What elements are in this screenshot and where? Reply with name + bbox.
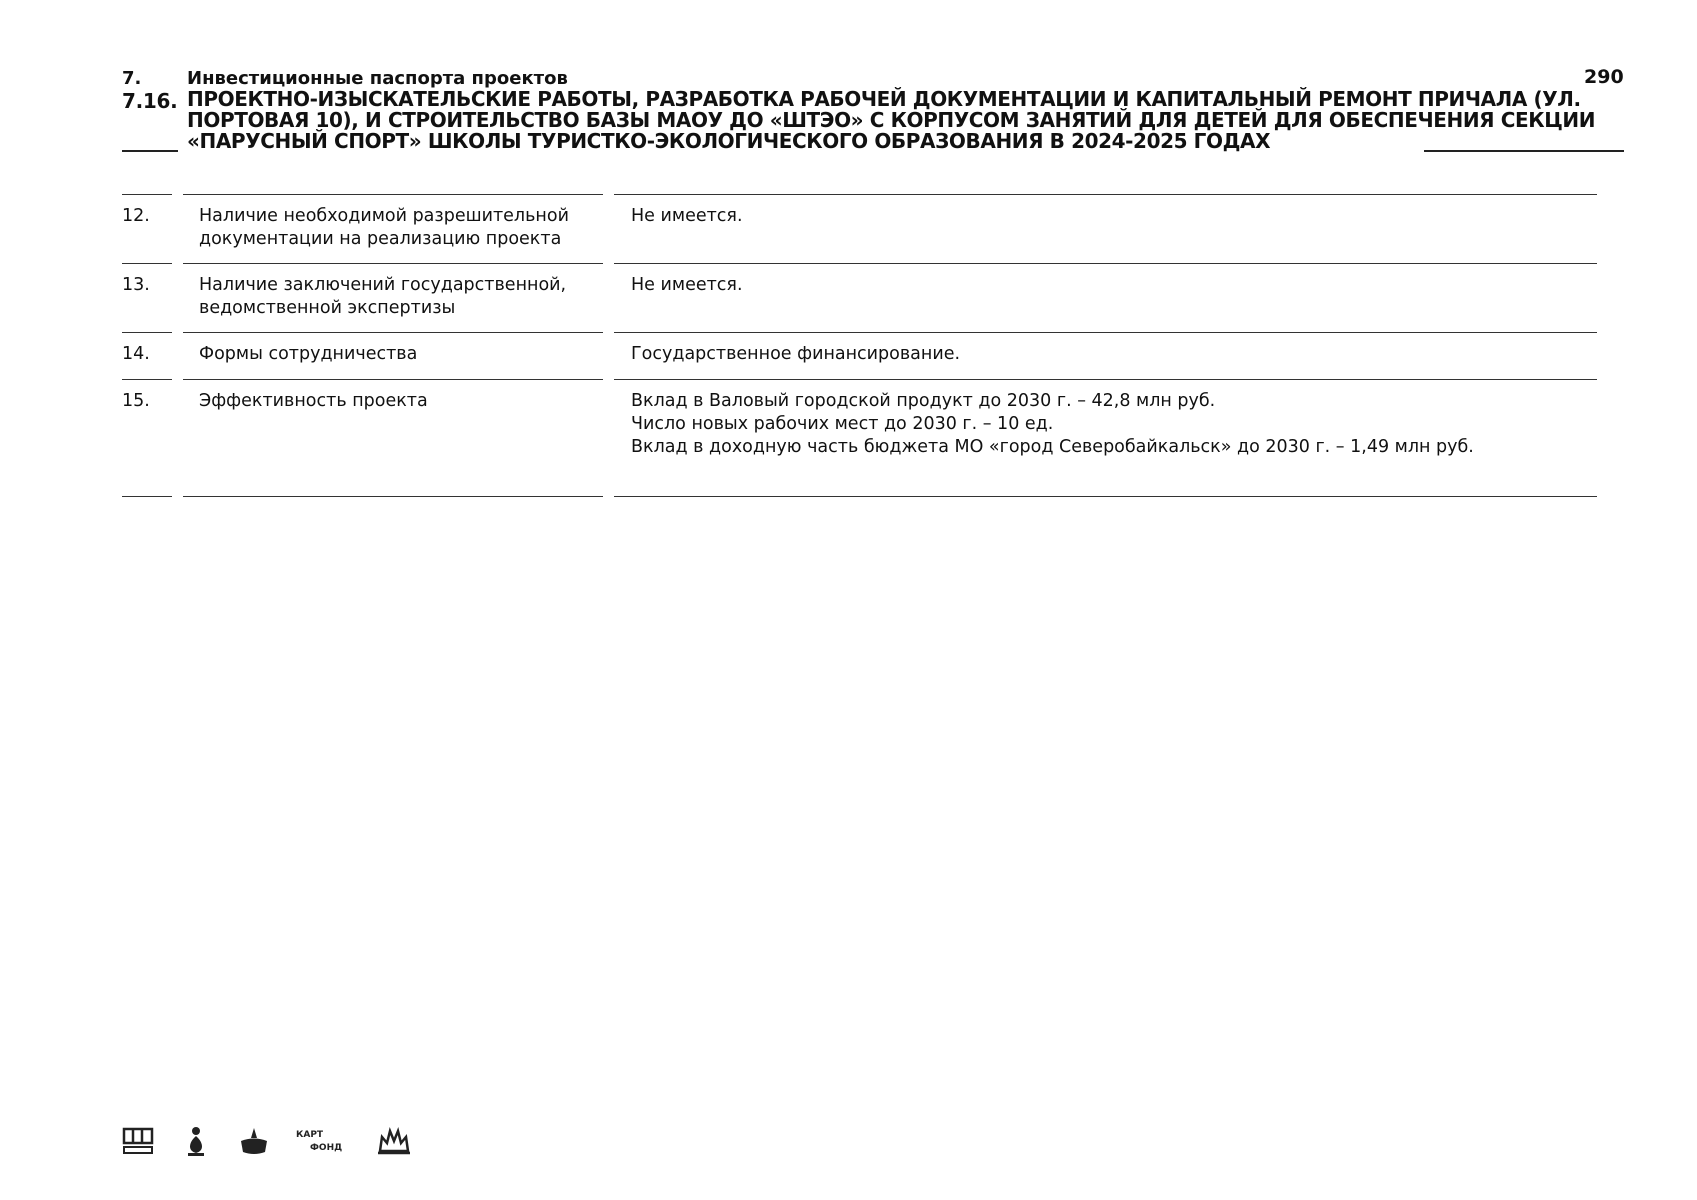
row-value — [614, 264, 1597, 297]
drop-logo — [178, 1124, 214, 1158]
kart-fond-logo — [294, 1124, 354, 1158]
row-value — [614, 380, 1597, 459]
kart-fond-logo-text-top: КАРТ — [296, 1130, 324, 1140]
row-number: 13. — [122, 275, 150, 295]
table-rule — [183, 496, 603, 497]
row-number: 15. — [122, 391, 150, 411]
row-label-line: Наличие заключений государственной, — [199, 275, 567, 295]
row-value-line: Вклад в доходную часть бюджета МО «город Северобайкальск» до 2030 г. – 1,49 млн руб. — [631, 437, 1474, 457]
row-label-line: ведомственной экспертизы — [199, 298, 456, 318]
section-title: Инвестиционные паспорта проектов — [187, 68, 568, 89]
row-label-line: Формы сотрудничества — [199, 344, 418, 364]
crown-logo — [376, 1124, 412, 1158]
row-value — [614, 195, 1597, 228]
table-rule-row — [122, 496, 1597, 497]
row-label-line: Эффективность проекта — [199, 391, 428, 411]
section-number: 7. — [122, 68, 142, 89]
row-label — [183, 195, 603, 251]
subsection-number: 7.16. — [122, 89, 178, 113]
row-number: 14. — [122, 344, 150, 364]
passport-table — [122, 194, 1597, 497]
footer-logos — [120, 1124, 412, 1158]
table-row — [122, 195, 1597, 263]
header-rule-right — [1424, 150, 1624, 152]
row-label-line: Наличие необходимой разрешительной — [199, 206, 569, 226]
row-label-line: документации на реализацию проекта — [199, 229, 562, 249]
table-rule — [122, 496, 172, 497]
table-rule — [614, 496, 1597, 497]
row-label — [183, 380, 603, 413]
row-label — [183, 264, 603, 320]
row-value — [614, 333, 1597, 366]
kart-fond-logo-text-bottom: ФОНД — [310, 1143, 343, 1153]
table-row — [122, 380, 1597, 496]
row-value-line: Не имеется. — [631, 206, 743, 226]
row-value-line: Государственное финансирование. — [631, 344, 961, 364]
page-number: 290 — [1584, 66, 1624, 88]
boat-logo — [236, 1124, 272, 1158]
subsection-title: ПРОЕКТНО-ИЗЫСКАТЕЛЬСКИЕ РАБОТЫ, РАЗРАБОТКА РАБОЧЕЙ ДОКУМЕНТАЦИИ И КАПИТАЛЬНЫЙ РЕМОНТ ПРИЧАЛА (УЛ. ПОРТОВАЯ 10), И СТРОИТЕЛЬСТВО БАЗЫ МАОУ ДО «ШТЭО» С КОРПУСОМ ЗАНЯТИЙ ДЛЯ ДЕТЕЙ ДЛЯ ОБЕСПЕЧЕНИЯ СЕКЦИИ «ПАРУСНЫЙ СПОРТ» ШКОЛЫ ТУРИСТКО-ЭКОЛОГИЧЕСКОГО ОБРАЗОВАНИЯ В 2024-2025 ГОДАХ — [187, 87, 1596, 153]
row-value-line: Число новых рабочих мест до 2030 г. – 10 ед. — [631, 414, 1054, 434]
table-row — [122, 264, 1597, 332]
row-label — [183, 333, 603, 366]
row-number: 12. — [122, 206, 150, 226]
row-value-line: Вклад в Валовый городской продукт до 2030 г. – 42,8 млн руб. — [631, 391, 1216, 411]
table-row — [122, 333, 1597, 379]
row-value-line: Не имеется. — [631, 275, 743, 295]
dom-rf-logo — [120, 1124, 156, 1158]
header-rule-left — [122, 150, 178, 152]
